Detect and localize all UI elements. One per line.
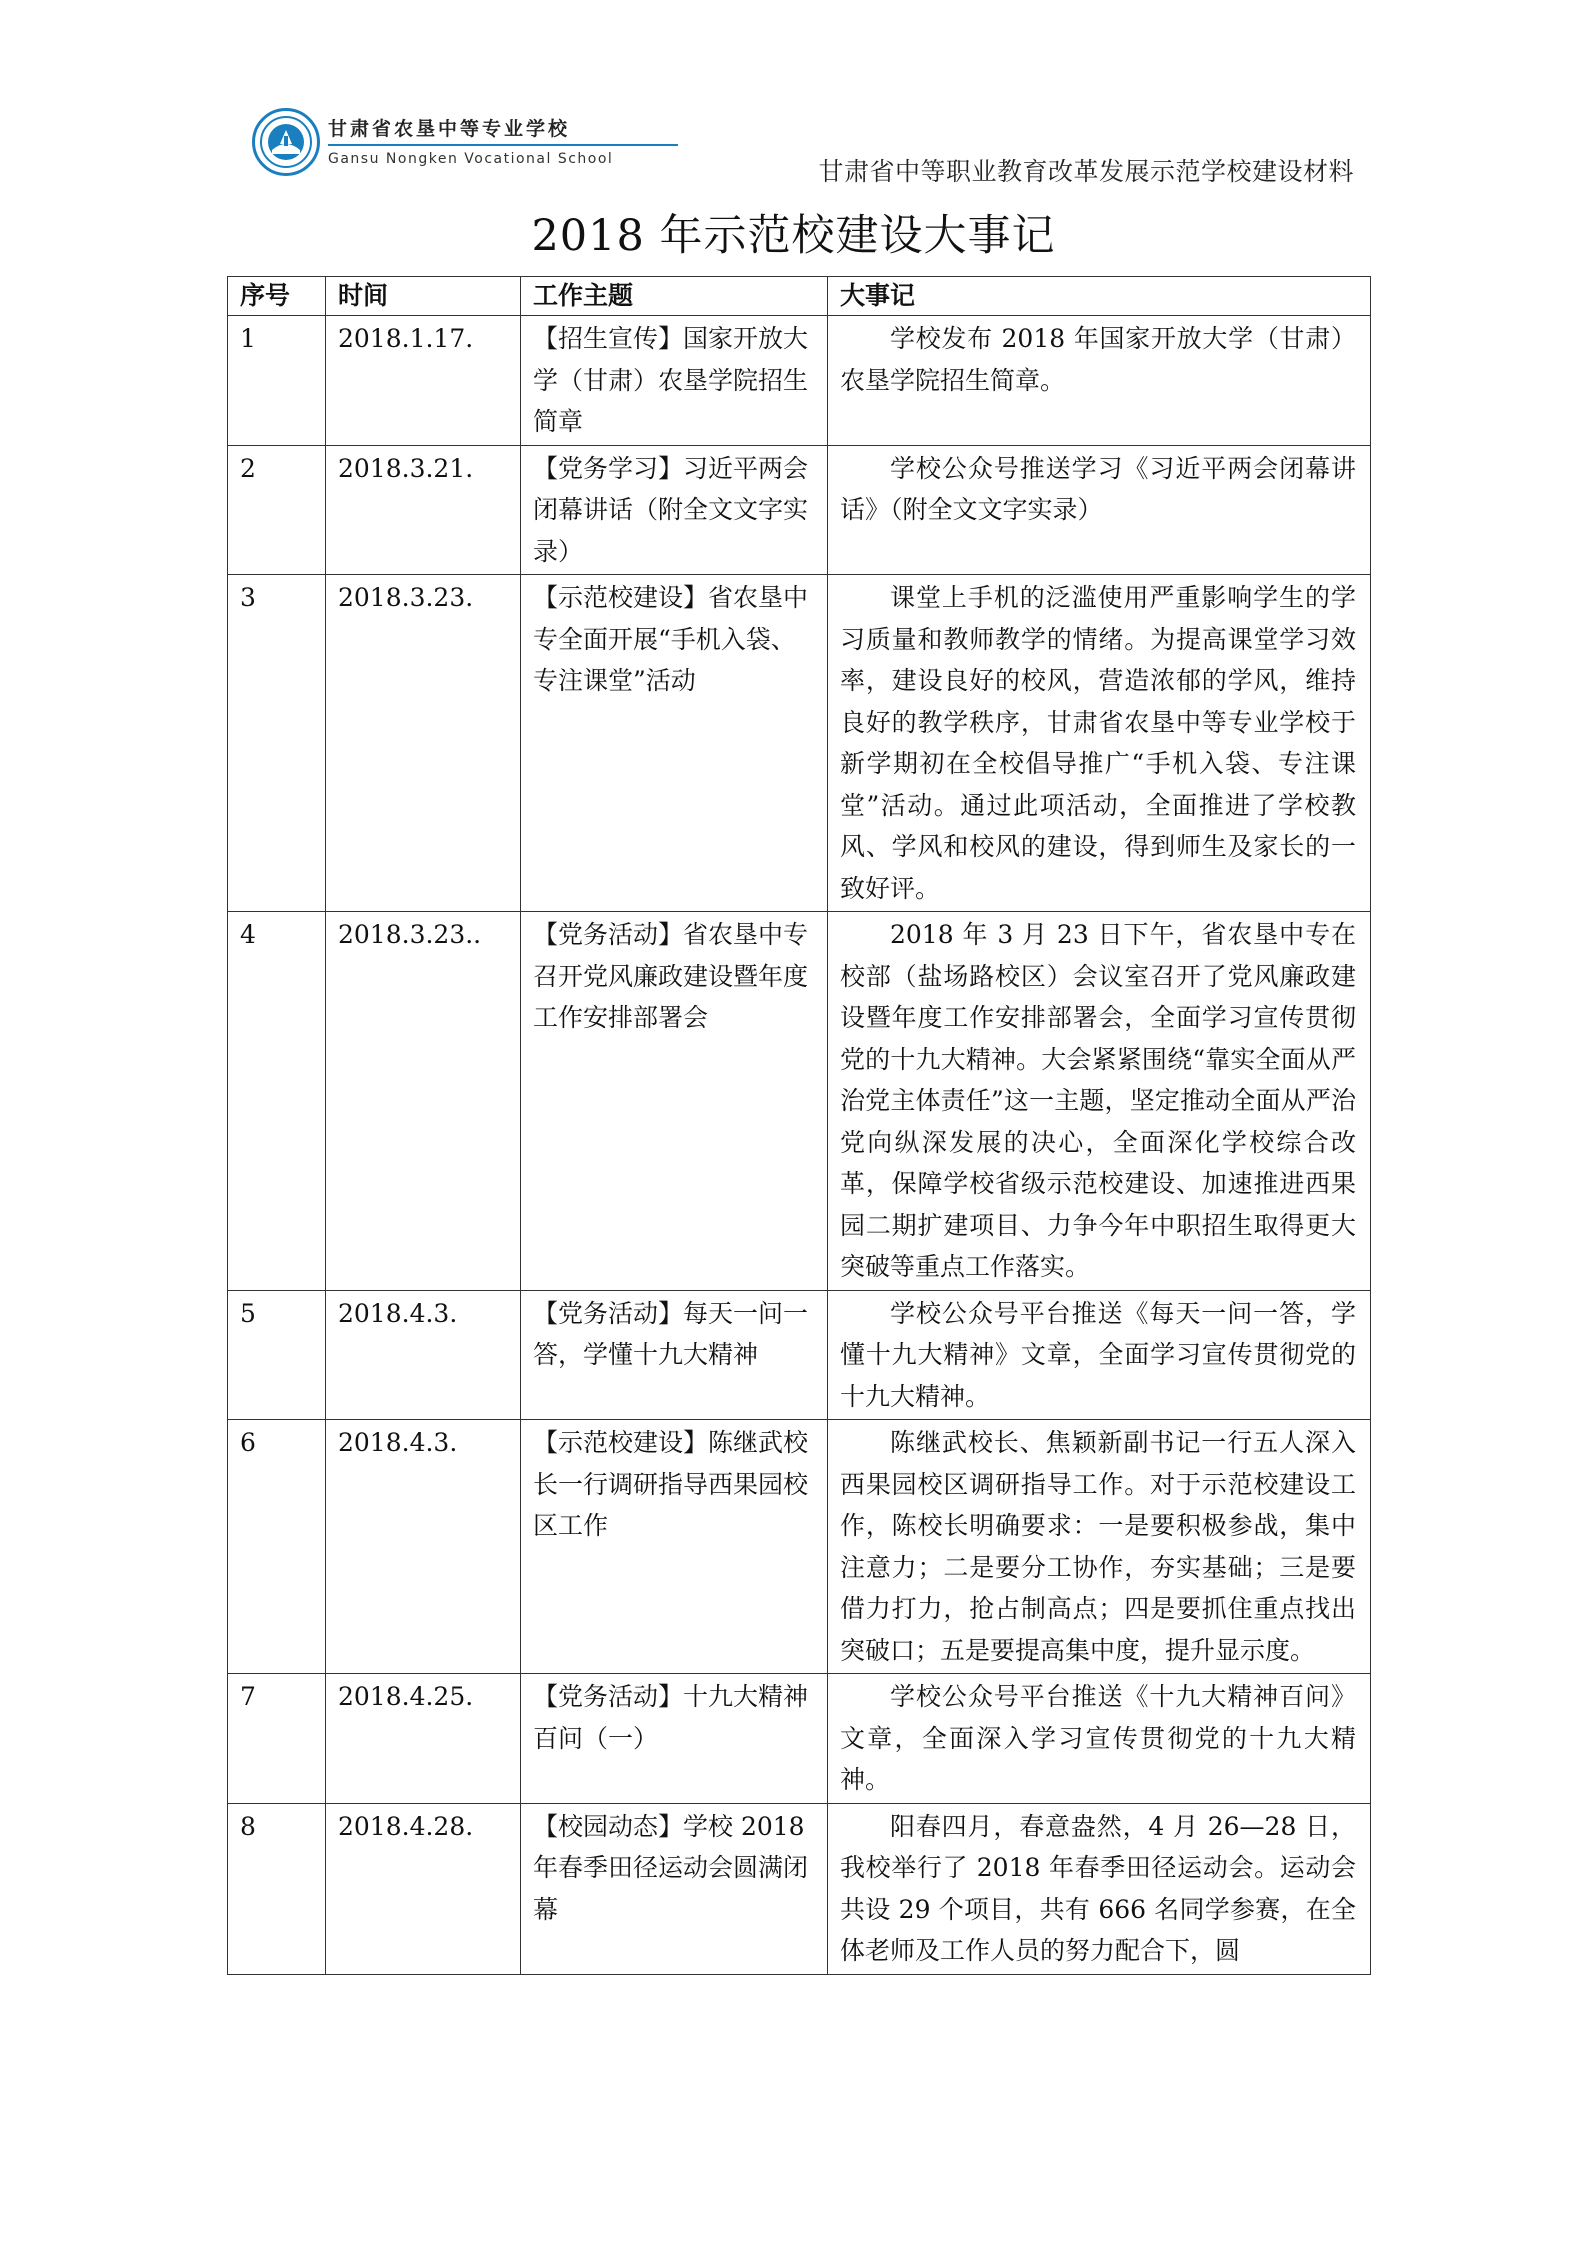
row-description: 学校公众号平台推送《十九大精神百问》文章，全面深入学习宣传贯彻党的十九大精神。	[828, 1674, 1371, 1804]
row-theme: 【党务活动】十九大精神百问（一）	[521, 1674, 828, 1804]
header-event: 大事记	[828, 277, 1371, 316]
table-row	[228, 1290, 1371, 1420]
header-theme: 工作主题	[521, 277, 828, 316]
row-description: 学校发布 2018 年国家开放大学（甘肃）农垦学院招生简章。	[828, 316, 1371, 446]
school-emblem-icon	[252, 108, 320, 176]
page-title: 2018 年示范校建设大事记	[531, 211, 1056, 261]
table-row	[228, 1803, 1371, 1974]
table-row	[228, 316, 1371, 446]
row-theme: 【党务学习】习近平两会闭幕讲话（附全文文字实录）	[521, 445, 828, 575]
row-description: 学校公众号推送学习《习近平两会闭幕讲话》（附全文文字实录）	[828, 445, 1371, 575]
row-no: 1	[228, 316, 326, 446]
row-description: 阳春四月，春意盎然，4 月 26—28 日，我校举行了 2018 年春季田径运动会。运动会共设 29 个项目，共有 666 名同学参赛，在全体老师及工作人员的努力配合下，圆	[828, 1803, 1371, 1974]
table-header-row	[228, 277, 1371, 316]
row-theme: 【党务活动】每天一问一答，学懂十九大精神	[521, 1290, 828, 1420]
row-no: 8	[228, 1803, 326, 1974]
events-table	[227, 276, 1371, 1975]
row-description: 学校公众号平台推送《每天一问一答，学懂十九大精神》文章，全面学习宣传贯彻党的十九大精神。	[828, 1290, 1371, 1420]
document-header-caption: 甘肃省中等职业教育改革发展示范学校建设材料	[818, 157, 1354, 186]
row-no: 4	[228, 912, 326, 1291]
row-date: 2018.3.23.	[326, 575, 521, 912]
table-row	[228, 445, 1371, 575]
row-theme: 【党务活动】省农垦中专召开党风廉政建设暨年度工作安排部署会	[521, 912, 828, 1291]
row-theme: 【示范校建设】陈继武校长一行调研指导西果园校区工作	[521, 1420, 828, 1674]
row-date: 2018.3.23..	[326, 912, 521, 1291]
row-date: 2018.1.17.	[326, 316, 521, 446]
row-no: 7	[228, 1674, 326, 1804]
table-row	[228, 912, 1371, 1291]
header-date: 时间	[326, 277, 521, 316]
school-logo	[252, 108, 678, 176]
table-row	[228, 1420, 1371, 1674]
header-no: 序号	[228, 277, 326, 316]
table-row	[228, 575, 1371, 912]
logo-school-name-en: Gansu Nongken Vocational School	[328, 150, 614, 167]
row-no: 3	[228, 575, 326, 912]
row-no: 2	[228, 445, 326, 575]
row-theme: 【校园动态】学校 2018 年春季田径运动会圆满闭幕	[521, 1803, 828, 1974]
row-date: 2018.3.21.	[326, 445, 521, 575]
row-date: 2018.4.25.	[326, 1674, 521, 1804]
row-date: 2018.4.3.	[326, 1420, 521, 1674]
row-theme: 【示范校建设】省农垦中专全面开展“手机入袋、专注课堂”活动	[521, 575, 828, 912]
row-date: 2018.4.28.	[326, 1803, 521, 1974]
row-no: 5	[228, 1290, 326, 1420]
logo-school-name-cn: 甘肃省农垦中等专业学校	[328, 117, 571, 140]
row-description: 课堂上手机的泛滥使用严重影响学生的学习质量和教师教学的情绪。为提高课堂学习效率，建设良好的校风，营造浓郁的学风，维持良好的教学秩序，甘肃省农垦中等专业学校于新学期初在全校倡导推广“手机入袋、专注课堂”活动。通过此项活动，全面推进了学校教风、学风和校风的建设，得到师生及家长的一致好评。	[828, 575, 1371, 912]
row-no: 6	[228, 1420, 326, 1674]
row-date: 2018.4.3.	[326, 1290, 521, 1420]
row-theme: 【招生宣传】国家开放大学（甘肃）农垦学院招生简章	[521, 316, 828, 446]
table-row	[228, 1674, 1371, 1804]
row-description: 陈继武校长、焦颖新副书记一行五人深入西果园校区调研指导工作。对于示范校建设工作，陈校长明确要求：一是要积极参战，集中注意力；二是要分工协作，夯实基础；三是要借力打力，抢占制高点；四是要抓住重点找出突破口；五是要提高集中度，提升显示度。	[828, 1420, 1371, 1674]
row-description: 2018 年 3 月 23 日下午，省农垦中专在校部（盐场路校区）会议室召开了党风廉政建设暨年度工作安排部署会，全面学习宣传贯彻党的十九大精神。大会紧紧围绕“靠实全面从严治党主体责任”这一主题，坚定推动全面从严治党向纵深发展的决心，全面深化学校综合改革，保障学校省级示范校建设、加速推进西果园二期扩建项目、力争今年中职招生取得更大突破等重点工作落实。	[828, 912, 1371, 1291]
logo-divider	[328, 144, 678, 146]
